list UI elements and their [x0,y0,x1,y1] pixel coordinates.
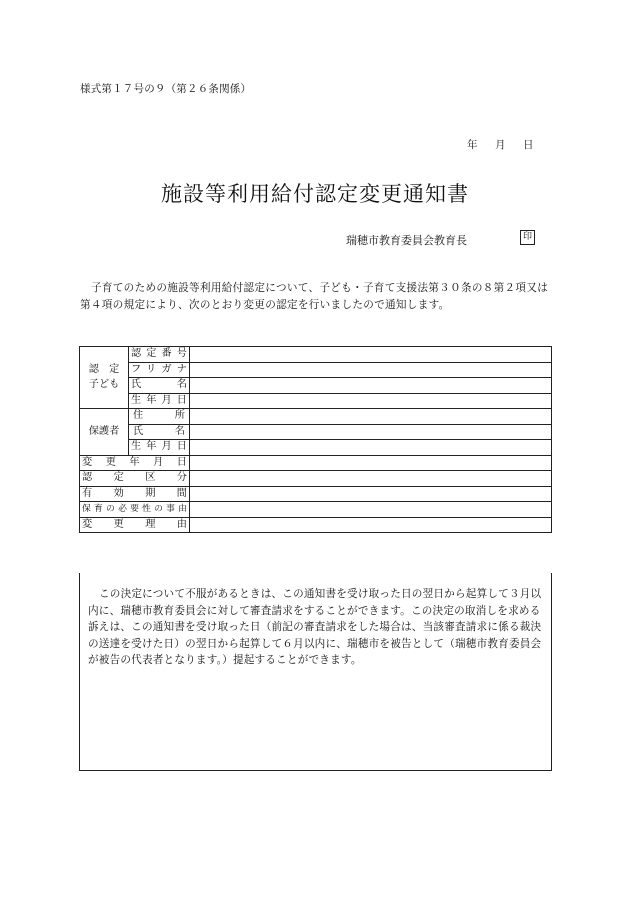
form-number: 様式第１７号の９（第２６条関係） [80,83,252,95]
table-row [80,471,552,487]
child-furigana-label: フリガナ [129,362,190,378]
validity-period-label: 有効期間 [80,486,190,502]
table-row [80,347,552,363]
child-name-label: 氏 名 [129,378,190,394]
child-cert-number-value[interactable] [190,347,552,363]
change-reason-label: 変更理由 [80,517,190,533]
guardian-address-value[interactable] [190,409,552,425]
table-row [80,502,552,518]
date-line [467,137,534,152]
date-month-label: 月 [495,139,506,151]
child-furigana-value[interactable] [190,362,552,378]
table-row [80,455,552,471]
seal-mark: 印 [520,230,535,245]
cert-category-value[interactable] [190,471,552,487]
date-year-label: 年 [467,139,478,151]
issuer-name: 瑞穂市教育委員会教育長 [346,234,467,247]
date-day-label: 日 [523,139,534,151]
table-row [80,378,552,394]
child-cert-number-label: 認定番号 [129,347,190,363]
change-date-value[interactable] [190,455,552,471]
child-name-value[interactable] [190,378,552,394]
appeal-notice-text: この決定について不服があるときは、この通知書を受け取った日の翌日から起算して３月以内に、瑞穂市教育委員会に対して審査請求をすることができます。この決定の取消しを求める訴えは、この通知書を受け取った日（前記の審査請求をした場合は、当該審査請求に係る裁決の送達を受けた日）の翌日から起算して６月以内に、瑞穂市を被告として（瑞穂市教育委員会が被告の代表者となります。）提起することができます。 [88,588,542,666]
table-row [80,409,552,425]
guardian-name-value[interactable] [190,424,552,440]
validity-period-value[interactable] [190,486,552,502]
table-row [80,486,552,502]
table-row [80,362,552,378]
guardian-group-label: 保護者 [80,409,129,456]
intro-paragraph: 子育てのための施設等利用給付認定について、子ども・子育て支援法第３０条の８第２項又は第４項の規定により、次のとおり変更の認定を行いましたので通知します。 [80,282,549,311]
childcare-need-reason-label: 保育の必要性の事由 [80,502,190,518]
child-group-label: 認 定子ども [80,347,129,409]
childcare-need-reason-value[interactable] [190,502,552,518]
guardian-name-label: 氏 名 [129,424,190,440]
table-row [80,393,552,409]
change-date-label: 変更年月日 [80,455,190,471]
change-reason-value[interactable] [190,517,552,533]
guardian-address-label: 住 所 [129,409,190,425]
guardian-birthdate-value[interactable] [190,440,552,456]
cert-category-label: 認定区分 [80,471,190,487]
table-row [80,517,552,533]
table-row [80,424,552,440]
certification-table [79,346,552,533]
child-birthdate-label: 生年月日 [129,393,190,409]
child-birthdate-value[interactable] [190,393,552,409]
guardian-birthdate-label: 生年月日 [129,440,190,456]
document-title: 施設等利用給付認定変更通知書 [161,182,469,206]
table-row [80,440,552,456]
